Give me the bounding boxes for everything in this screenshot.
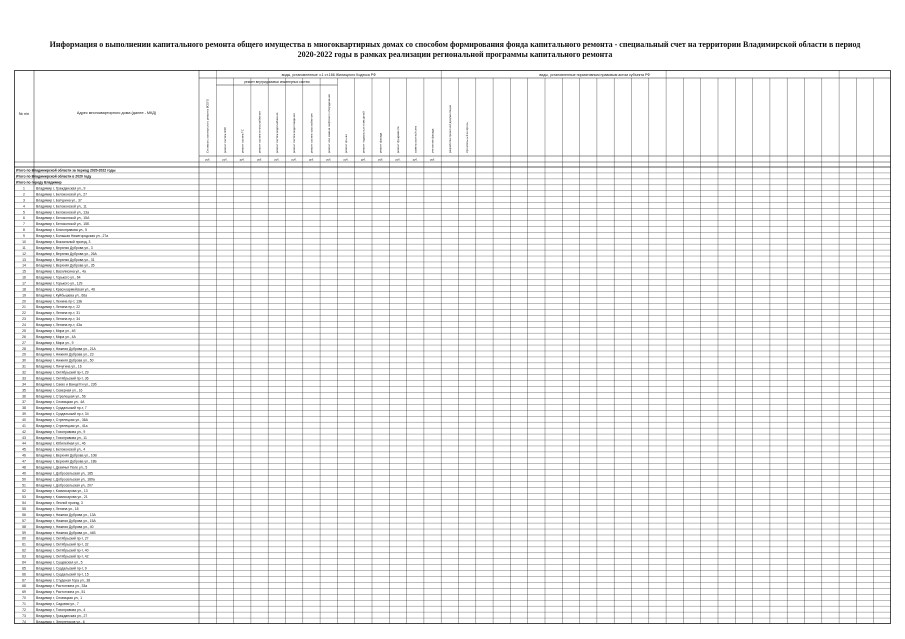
row-number: 49 [22,471,26,476]
row-address: Владимир г, Гражданская ул., 27 [36,613,88,618]
header-unit: руб. [205,158,211,162]
row-address: Владимир г, Суздальский пр-т, 9 [36,566,87,571]
row-address: Владимир г, Нижняя Дуброва ул., 23 [36,352,94,357]
row-address: Владимир г, Добросельская ул., 185 [36,471,93,476]
header-unit: руб. [360,158,366,162]
row-number: 19 [22,293,26,298]
row-number: 73 [22,613,26,618]
header-vertical-label: ремонт фасада [378,132,383,153]
row-address: Владимир г, Тихонравова ул., 9 [36,429,86,434]
header-unit: руб. [395,158,401,162]
row-number: 36 [22,394,26,399]
row-address: Владимир г, Садовая ул., 7 [36,601,79,606]
header-vertical-label: ремонт систем водоснабжения [274,112,279,153]
header-unit: руб. [291,158,297,162]
row-address: Владимир г, Стрелецкая ул., 36А [36,418,88,423]
row-address: Владимир г, Энергетиков ул., 6 [36,619,85,624]
row-number: 12 [22,251,26,256]
row-number: 40 [22,418,26,423]
row-number: 29 [22,352,26,357]
row-number: 28 [22,346,26,351]
row-address: Владимир г, Нижняя Дуброва ул., 50 [36,358,94,363]
row-number: 11 [22,245,26,250]
row-number: 18 [22,287,26,292]
header-address: Адрес многоквартирного дома (далее - МКД) [76,111,157,115]
row-address: Владимир г, Ленина пр-т, 13Б [36,299,83,304]
row-number: 69 [22,590,26,595]
summary-row-label: Итого по Владимирской области в 2020 году [16,174,92,179]
row-address: Владимир г, Куйбышева ул., 66а [36,293,87,298]
row-address: Владимир г, Стрелецкая ул., 41а [36,423,88,428]
header-vertical-label: ремонт систем газоснабжения [309,113,314,153]
header-unit: руб. [412,158,418,162]
header-unit: руб. [326,158,332,162]
row-address: Владимир г, Красноармейская ул., 46 [36,287,95,292]
header-unit: руб. [239,158,245,162]
row-address: Владимир г, Нижняя Дуброва ул., 15А [36,518,96,523]
header-subgroup-engineering: ремонт внутридомовых инженерных систем [244,80,310,84]
header-vertical-label: ремонт подвальных помещений [361,111,366,153]
row-address: Владимир г, Октябрьский пр-т, 32 [36,542,89,547]
row-address: Владимир г, Ленина пр-т, 43а [36,323,82,328]
row-address: Владимир г, Октябрьский пр-т, 27 [36,536,89,541]
row-number: 39 [22,412,26,417]
header-unit: руб. [430,158,436,162]
row-number: 46 [22,453,26,458]
row-address: Владимир г, Суздальский пр-т, 34 [36,412,89,417]
row-number: 74 [22,619,26,624]
row-address: Владимир г, Комиссарова ул., 21 [36,495,88,500]
header-vertical-label: Стоимость капитального ремонта ВСЕГО [205,99,210,153]
row-number: 31 [22,364,26,369]
row-address: Владимир г, Горького ул., 129 [36,281,83,286]
row-number: 10 [22,239,26,244]
header-vertical-label: разработка проектной документации [447,105,452,153]
header-vertical-label: ремонт систем теплоснабжения [257,111,262,153]
header-vertical-label: замена оконной сети [413,125,418,153]
row-number: 44 [22,441,26,446]
row-number: 25 [22,328,26,333]
row-address: Владимир г, Верхняя Дуброва ул., 10В [36,453,97,458]
row-address: Владимир г, Нижняя Дуброва ул., 13А [36,512,96,517]
row-address: Владимир г, Комиссарова ул., 13 [36,489,88,494]
row-address: Владимир г, Мира ул., 4б [36,328,76,333]
row-address: Владимир г, Нижняя Дуброва ул., 44Б [36,530,96,535]
row-number: 53 [22,495,26,500]
row-number: 27 [22,340,26,345]
capital-repair-table [14,70,891,624]
row-number: 60 [22,536,26,541]
row-number: 5 [23,210,25,215]
row-address: Владимир г, Большая Нижегородская ул., 27а [36,234,109,239]
row-address: Владимир г, Октябрьский пр-т, 42 [36,554,89,559]
row-address: Владимир г, Тихонравова ул., 11 [36,435,87,440]
row-number: 57 [22,518,26,523]
summary-row-label: Итого по Владимирской области за период 2020-2022 годы [16,168,116,173]
header-unit: руб. [222,158,228,162]
row-number: 37 [22,400,26,405]
row-address: Владимир г, Растопчина ул., 51 [36,590,86,595]
row-address: Владимир г, Растопчина ул., 33а [36,584,88,589]
row-number: 14 [22,263,26,268]
row-number: 64 [22,560,26,565]
row-number: 24 [22,323,26,328]
row-address: Владимир г, Нижняя Дуброва ул., 40 [36,524,94,529]
row-address: Владимир г, Мира ул., 4А [36,334,76,339]
row-number: 66 [22,572,26,577]
row-address: Владимир г, Горького ул., 64 [36,275,81,280]
row-address: Владимир г, Ленина ул., 18 [36,507,79,512]
row-number: 6 [23,216,25,221]
row-address: Владимир г, Ленина пр-т, 31 [36,311,81,316]
row-address: Владимир г, Верхняя Дуброва ул., 18Б [36,459,97,464]
row-number: 72 [22,607,26,612]
header-unit: руб. [257,158,263,162]
row-number: 23 [22,317,26,322]
row-number: 1 [23,186,25,191]
row-address: Владимир г, Пичугина ул., 16 [36,364,82,369]
row-number: 34 [22,382,26,387]
row-address: Владимир г, Сакко и Ванцетти ул., 23б [36,382,97,387]
row-address: Владимир г, Белоконской ул., 11 [36,204,87,209]
row-address: Владимир г, Ленина пр-т, 34 [36,317,81,322]
row-address: Владимир г, Белоконской ул., 13а [36,210,89,215]
row-address: Владимир г, Октябрьский пр-т, 40 [36,548,89,553]
row-address: Владимир г, Суздальский пр-т, 7 [36,406,87,411]
row-number: 43 [22,435,26,440]
row-number: 16 [22,275,26,280]
row-number: 45 [22,447,26,452]
row-address: Владимир г, Белоконской ул., 4 [36,447,86,452]
header-vertical-label: ремонт систем водоотведения [292,113,297,153]
row-number: 30 [22,358,26,363]
row-number: 63 [22,554,26,559]
row-number: 41 [22,423,26,428]
row-address: Владимир г, Лесной проезд, 3 [36,501,83,506]
row-address: Владимир г, Вокзальный проезд, 3 [36,239,91,244]
row-number: 54 [22,501,26,506]
row-number: 9 [23,234,25,239]
row-number: 48 [22,465,26,470]
row-number: 13 [22,257,26,262]
row-address: Владимир г, Девичья Поле ул., 5 [36,465,88,470]
row-number: 65 [22,566,26,571]
row-address: Владимир г, Сновицкая ул., 4А [36,400,85,405]
table-frame [15,71,891,624]
row-number: 4 [23,204,25,209]
row-number: 26 [22,334,26,339]
row-address: Владимир г, Сущевская ул., 5 [36,560,83,565]
summary-row-label: Итого по городу Владимир [16,180,62,185]
header-vertical-label: ремонт систем ЭЭС [222,126,227,153]
row-number: 32 [22,370,26,375]
row-address: Владимир г, Октябрьский пр-т, 29 [36,370,89,375]
row-number: 2 [23,192,25,197]
row-number: 38 [22,406,26,411]
row-address: Владимир г, Добросельская ул., 207 [36,483,93,488]
row-address: Владимир г, Ленина пр-т, 22 [36,305,81,310]
header-group-vlad: виды, установленные нормативным правовым актом субъекта РФ [539,73,651,77]
row-address: Владимир г, Верхняя Дуброва ул., 35 [36,263,95,268]
row-address: Владимир г, Верхняя Дуброва ул., 3 [36,245,93,250]
row-address: Владимир г, Нижняя Дуброва ул., 21А [36,346,96,351]
row-number: 33 [22,376,26,381]
row-address: Владимир г, Белоконской ул., 27 [36,192,88,197]
row-number: 62 [22,548,26,553]
row-number: 21 [22,305,26,310]
row-address: Владимир г, Гражданская ул., 9 [36,186,86,191]
row-number: 42 [22,429,26,434]
row-number: 56 [22,512,26,517]
row-address: Владимир г, Белоконской ул., 15Б [36,222,90,227]
row-number: 17 [22,281,26,286]
row-address: Владимир г, Верхняя Дуброва ул., 26А [36,251,97,256]
row-number: 51 [22,483,26,488]
row-address: Владимир г, Добросельская ул., 189а [36,477,95,482]
header-vertical-label: ремонт систем ТС [240,129,245,153]
row-number: 55 [22,507,26,512]
row-number: 67 [22,578,26,583]
header-unit: руб. [343,158,349,162]
row-number: 50 [22,477,26,482]
header-vertical-label: ремонт фундамента [395,126,400,153]
row-address: Владимир г, Верхняя Дуброва ул., 31 [36,257,95,262]
row-address: Владимир г, Тихонравова ул., 4 [36,607,86,612]
row-number: 20 [22,299,26,304]
row-number: 61 [22,542,26,547]
row-address: Владимир г, Батурина ул., 37 [36,198,82,203]
row-address: Владимир г, Белоконской ул., 15А [36,216,90,221]
row-number: 71 [22,601,26,606]
row-address: Владимир г, Северная ул., 16 [36,388,83,393]
row-address: Владимир г, Василисина ул., 4а [36,269,86,274]
row-number: 70 [22,596,26,601]
document-title: Информация о выполнении капитального ремонта общего имущества в многоквартирных домах со способом формирования фонда капитального ремонта - специальный счет на территории Владимирской области в период 2020-2022 годы в рамках реализации региональной программы капитального ремонта [49,40,861,59]
row-number: 15 [22,269,26,274]
header-unit: руб. [308,158,314,162]
row-number: 52 [22,489,26,494]
table-grid [14,70,891,624]
header-unit: руб. [274,158,280,162]
header-vertical-label: ремонт или замена лифтового оборудования [326,94,331,153]
row-number: 58 [22,524,26,529]
row-address: Владимир г, Юбилейная ул., 46 [36,441,86,446]
header-vertical-label: ремонт крыши [344,134,349,153]
header-vertical-label: утепление фасада [430,128,435,153]
row-number: 22 [22,311,26,316]
row-address: Владимир г, Благонравова ул., 5 [36,228,88,233]
row-number: 7 [23,222,25,227]
row-address: Владимир г, Октябрьский пр-т, 36 [36,376,89,381]
row-address: Владимир г, Суздальский пр-т, 15 [36,572,89,577]
row-number: 8 [23,228,25,233]
header-num: № п/п [18,112,30,116]
row-address: Владимир г, Студеная Гора ул., 38 [36,578,91,583]
row-number: 35 [22,388,26,393]
row-number: 3 [23,198,25,203]
row-address: Владимир г, Мира ул., 9 [36,340,74,345]
row-address: Владимир г, Стрелецкая ул., 56 [36,394,86,399]
row-number: 59 [22,530,26,535]
header-group-rf: виды, установленные ч.1 ст.166 Жилищного Кодекса РФ [281,73,376,77]
row-address: Владимир г, Сновицкая ул., 1 [36,596,83,601]
header-unit: руб. [378,158,384,162]
row-number: 47 [22,459,26,464]
row-number: 68 [22,584,26,589]
header-vertical-label: строительный контроль [465,122,470,153]
